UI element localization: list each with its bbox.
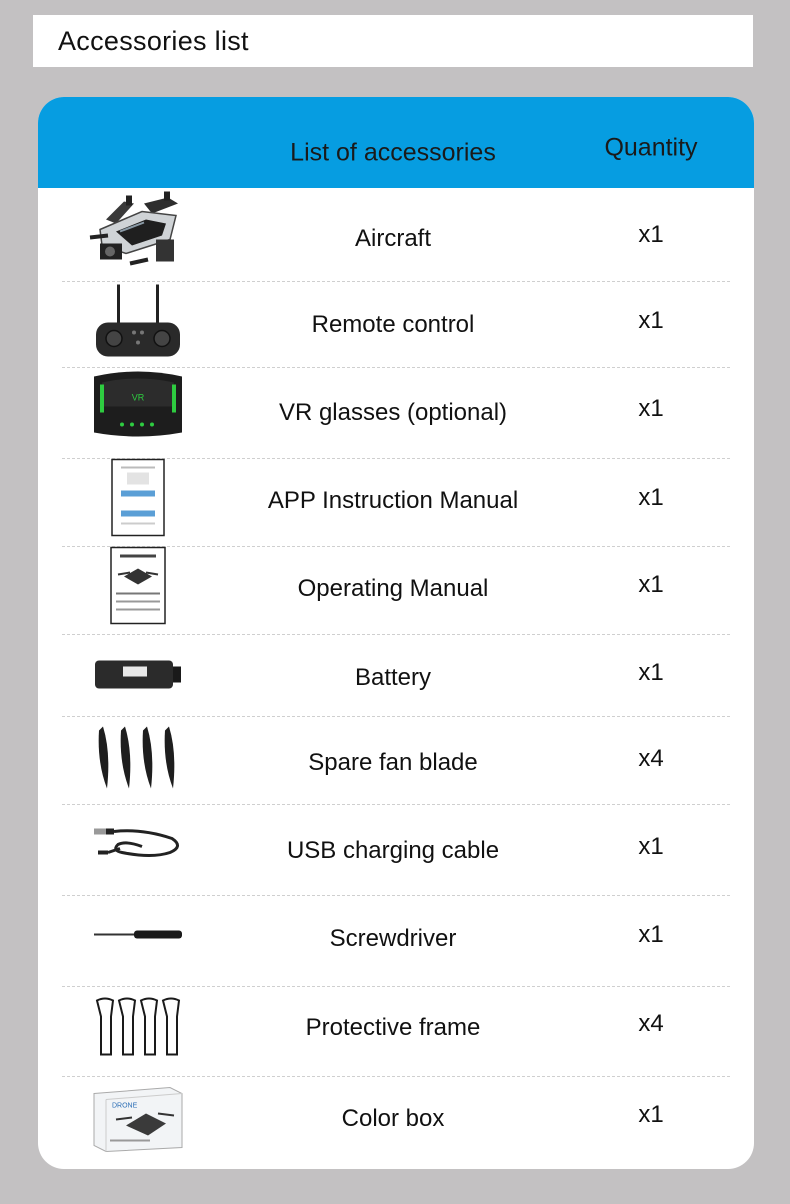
- remote-control-icon: [92, 283, 184, 368]
- row-quantity: x1: [638, 484, 664, 511]
- row-quantity: x1: [638, 659, 664, 686]
- app-manual-icon: [111, 459, 165, 542]
- page-title: Accessories list: [58, 25, 249, 56]
- row-quantity: x1: [638, 395, 664, 422]
- table-header: [38, 97, 754, 188]
- table-row: [38, 986, 754, 1076]
- row-name: Operating Manual: [297, 575, 489, 602]
- battery-icon: [93, 655, 183, 700]
- row-quantity: x1: [638, 307, 664, 334]
- row-quantity: x4: [638, 1010, 664, 1037]
- table-row: [38, 546, 754, 634]
- table-row: [38, 1076, 754, 1169]
- table-row: [38, 895, 754, 986]
- table-row: [38, 716, 754, 804]
- row-quantity: x1: [638, 571, 664, 598]
- table-row: [38, 367, 754, 458]
- row-name: Remote control: [311, 311, 475, 338]
- row-name: VR glasses (optional): [278, 399, 508, 426]
- row-name: Aircraft: [354, 225, 432, 252]
- row-name: APP Instruction Manual: [267, 487, 519, 514]
- page-title-bar: [33, 15, 753, 67]
- table-row: [38, 804, 754, 895]
- usb-cable-icon: [92, 825, 184, 870]
- row-name: Protective frame: [305, 1014, 481, 1041]
- row-name: Battery: [354, 664, 432, 691]
- table-row: [38, 188, 754, 281]
- color-box-icon: [92, 1084, 184, 1159]
- row-quantity: x1: [638, 221, 664, 248]
- row-name: Spare fan blade: [308, 749, 478, 776]
- row-name: USB charging cable: [286, 837, 500, 864]
- table-row: [38, 458, 754, 546]
- row-name: Screwdriver: [329, 925, 457, 952]
- header-quantity-label: Quantity: [604, 133, 698, 162]
- accessories-table: [38, 97, 754, 1169]
- row-quantity: x1: [638, 921, 664, 948]
- table-row: [38, 634, 754, 716]
- row-quantity: x4: [638, 745, 664, 772]
- vr-glasses-icon: [90, 371, 186, 446]
- propeller-icon: [93, 723, 183, 798]
- row-quantity: x1: [638, 1101, 664, 1128]
- operating-manual-icon: [110, 547, 166, 630]
- protective-frame-icon: [93, 995, 183, 1064]
- header-item-label: List of accessories: [290, 138, 496, 167]
- svg-text:DRONE: DRONE: [112, 1102, 138, 1110]
- svg-text:VR: VR: [131, 392, 145, 403]
- screwdriver-icon: [92, 928, 184, 947]
- row-quantity: x1: [638, 833, 664, 860]
- row-name: Color box: [341, 1105, 445, 1132]
- drone-icon: [86, 190, 190, 277]
- table-row: [38, 281, 754, 367]
